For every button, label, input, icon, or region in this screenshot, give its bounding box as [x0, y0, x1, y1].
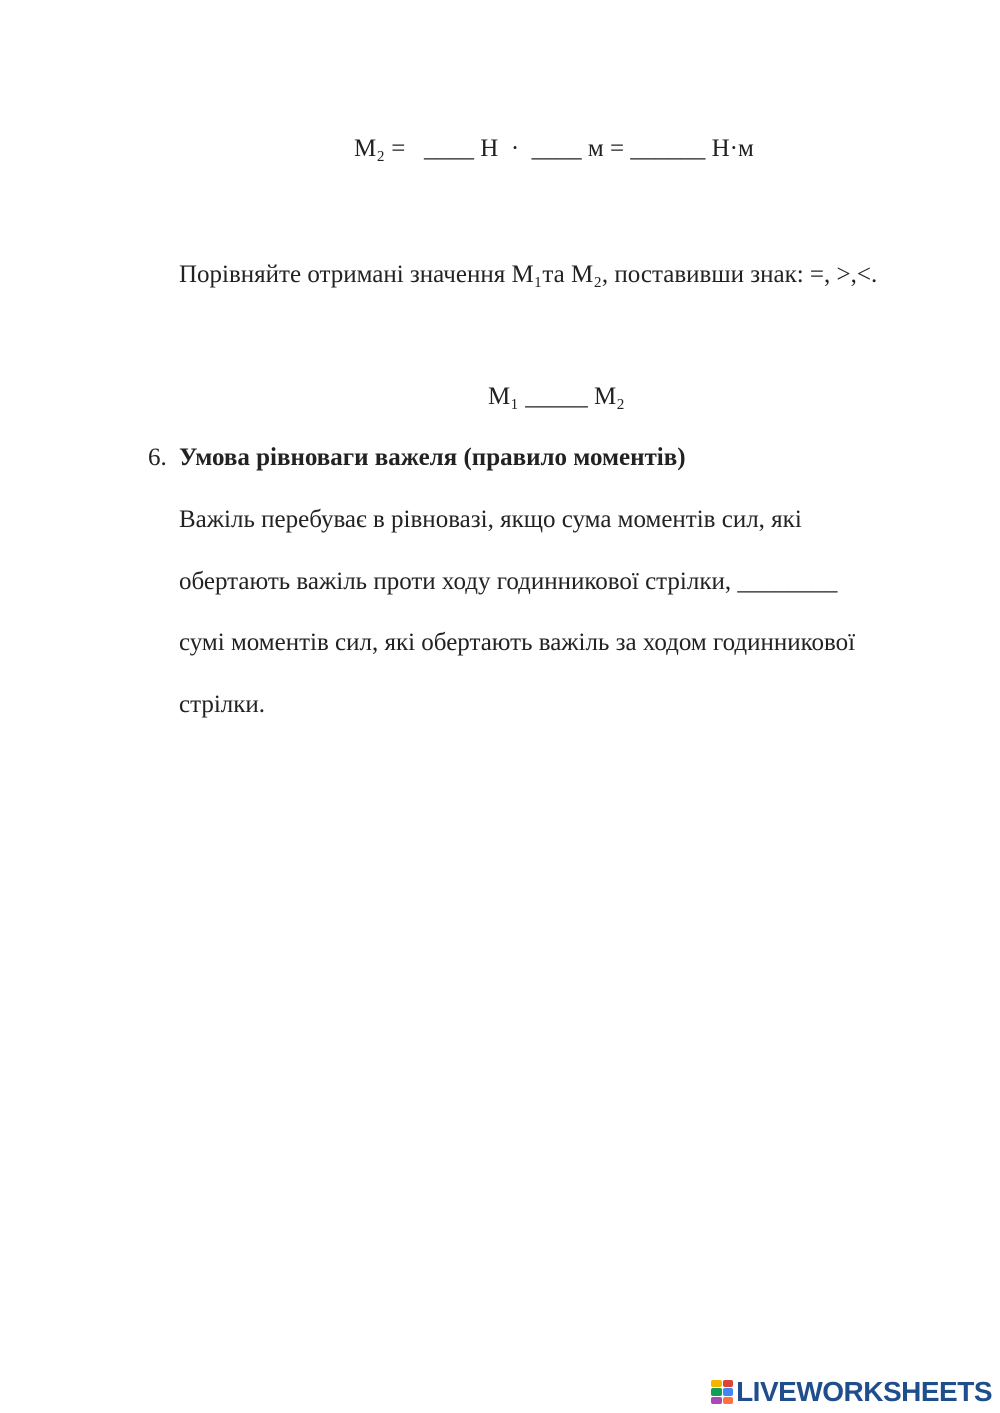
paragraph-line: Важіль перебуває в рівновазі, якщо сума моментів сил, які: [179, 506, 802, 533]
compare-instruction: Порівняйте отримані значення M₁та M₂, поставивши знак: =, >,<.: [179, 261, 878, 288]
logo-text: LIVEWORKSHEETS: [736, 1376, 992, 1407]
logo-square: [711, 1380, 722, 1387]
liveworksheets-logo: [711, 1377, 992, 1407]
logo-square: [723, 1397, 734, 1404]
section-title: Умова рівноваги важеля (правило моментів): [179, 444, 686, 471]
logo-square: [711, 1388, 722, 1395]
paragraph-line: обертають важіль проти ходу годинникової стрілки, ________: [179, 568, 838, 595]
paragraph-line: стрілки.: [179, 691, 266, 718]
logo-square: [723, 1380, 734, 1387]
logo-square: [711, 1397, 722, 1404]
comparison-line: M₁ _____ M₂: [488, 383, 625, 410]
logo-grid-icon: [711, 1380, 733, 1404]
section-number: 6.: [148, 444, 167, 471]
paragraph-line: сумі моментів сил, які обертають важіль за ходом годинникової: [179, 629, 856, 656]
equation-m2: M₂ = ____ Н · ____ м = ______ Н·м: [354, 135, 754, 162]
logo-square: [723, 1388, 734, 1395]
